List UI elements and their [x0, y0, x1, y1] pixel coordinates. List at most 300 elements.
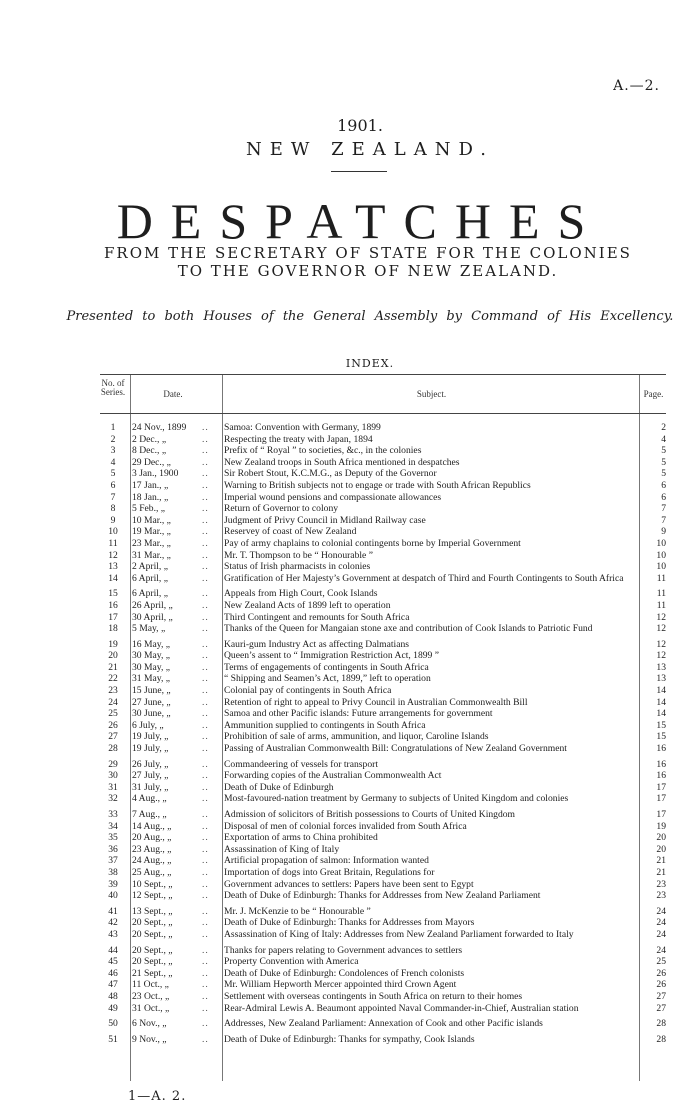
page-number: 13: [656, 661, 666, 673]
leader-dots: ..: [202, 611, 209, 623]
despatch-subject: Imperial wound pensions and compassionate allowances: [224, 491, 442, 503]
despatch-subject: Assassination of King of Italy: Addresses from New Zealand Parliament forwarded to Italy: [224, 928, 574, 940]
leader-dots: ..: [202, 503, 209, 515]
series-number: 50: [108, 1018, 118, 1030]
table-row: [100, 550, 666, 562]
series-number: 34: [108, 820, 118, 832]
page-number: 6: [661, 491, 666, 503]
leader-dots: ..: [202, 855, 209, 867]
leader-dots: ..: [202, 979, 209, 991]
page-number: 10: [656, 549, 666, 561]
despatch-subject: Death of Duke of Edinburgh: Condolences of French colonists: [224, 967, 465, 979]
table-row: [100, 685, 666, 697]
leader-dots: ..: [202, 638, 209, 650]
leader-dots: ..: [202, 708, 209, 720]
table-row: [100, 867, 666, 879]
table-row: [100, 929, 666, 941]
despatch-subject: Death of Duke of Edinburgh: Thanks for sympathy, Cook Islands: [224, 1033, 475, 1045]
series-number: 32: [108, 793, 118, 805]
leader-dots: ..: [202, 878, 209, 890]
despatch-date: 27 July, „: [132, 770, 169, 782]
series-number: 44: [108, 944, 118, 956]
leader-dots: ..: [202, 650, 209, 662]
series-number: 19: [108, 638, 118, 650]
despatch-date: 10 Mar., „: [132, 514, 171, 526]
table-row: [100, 809, 666, 821]
despatch-subject: “ Shipping and Seamen’s Act, 1899,” left to operation: [224, 673, 431, 685]
table-row: [100, 1003, 666, 1015]
leader-dots: ..: [202, 588, 209, 600]
leader-dots: ..: [202, 781, 209, 793]
table-row: [100, 526, 666, 538]
table-row: [100, 697, 666, 709]
table-row: [100, 639, 666, 651]
page-number: 7: [661, 503, 666, 515]
series-number: 48: [108, 990, 118, 1002]
despatch-subject: Property Convention with America: [224, 956, 359, 968]
table-row: [100, 561, 666, 573]
despatch-date: 27 June, „: [132, 696, 171, 708]
despatch-subject: New Zealand Acts of 1899 left to operation: [224, 599, 391, 611]
despatch-subject: Appeals from High Court, Cook Islands: [224, 588, 378, 600]
table-row: [100, 793, 666, 805]
series-number: 33: [108, 809, 118, 820]
despatch-date: 5 May, „: [132, 623, 166, 635]
series-number: 16: [108, 599, 118, 611]
despatch-subject: Government advances to settlers: Papers have been sent to Egypt: [224, 878, 474, 890]
page-number: 5: [661, 468, 666, 480]
page-number: 19: [656, 820, 666, 832]
despatch-subject: Prohibition of sale of arms, ammunition, and liquor, Caroline Islands: [224, 731, 489, 743]
series-number: 7: [110, 491, 116, 503]
table-row: [100, 832, 666, 844]
despatch-date: 20 Sept., „: [132, 917, 173, 929]
leader-dots: ..: [202, 905, 209, 917]
leader-dots: ..: [202, 514, 209, 526]
leader-dots: ..: [202, 537, 209, 549]
table-row: [100, 434, 666, 446]
page-number: 16: [656, 758, 666, 770]
series-number: 27: [108, 731, 118, 743]
leader-dots: ..: [202, 990, 209, 1002]
despatch-subject: Colonial pay of contingents in South Africa: [224, 685, 392, 697]
page-number: 23: [656, 878, 666, 890]
series-number: 24: [108, 696, 118, 708]
series-number: 46: [108, 967, 118, 979]
despatch-date: 3 Jan., 1900: [132, 468, 179, 480]
despatch-date: 26 July, „: [132, 758, 169, 770]
page-number: 14: [656, 708, 666, 720]
series-number: 10: [108, 526, 118, 538]
series-number: 8: [110, 503, 116, 515]
despatch-date: 31 July, „: [132, 781, 169, 793]
table-row: [100, 573, 666, 585]
series-number: 4: [110, 456, 116, 468]
despatch-date: 20 Sept., „: [132, 956, 173, 968]
page-title: DESPATCHES: [116, 193, 604, 249]
table-row: [100, 879, 666, 891]
page-number: 15: [656, 719, 666, 731]
series-number: 5: [110, 468, 116, 480]
leader-dots: ..: [202, 445, 209, 457]
page-number: 27: [656, 990, 666, 1002]
despatch-subject: Samoa and other Pacific islands: Future arrangements for government: [224, 708, 493, 720]
page-number: 23: [656, 890, 666, 902]
despatch-subject: Third Contingent and remounts for South Africa: [224, 611, 410, 623]
page-number: 13: [656, 673, 666, 685]
table-row: [100, 821, 666, 833]
page-number: 12: [656, 650, 666, 662]
series-number: 35: [108, 832, 118, 844]
leader-dots: ..: [202, 549, 209, 561]
despatch-date: 26 April, „: [132, 599, 173, 611]
series-number: 20: [108, 650, 118, 662]
despatch-subject: Commandeering of vessels for transport: [224, 758, 378, 770]
series-number: 13: [108, 561, 118, 573]
series-number: 49: [108, 1002, 118, 1014]
page-number: 5: [661, 445, 666, 457]
index-table: [100, 374, 666, 1045]
despatch-subject: Warning to British subjects not to engage or trade with South African Republics: [224, 479, 531, 491]
page-number: 12: [656, 638, 666, 650]
series-number: 22: [108, 673, 118, 685]
table-row: [100, 673, 666, 685]
despatch-date: 18 Jan., „: [132, 491, 169, 503]
series-number: 21: [108, 661, 118, 673]
table-row: [100, 445, 666, 457]
despatch-date: 4 Aug., „: [132, 793, 167, 805]
leader-dots: ..: [202, 743, 209, 755]
series-number: 26: [108, 719, 118, 731]
despatch-subject: Judgment of Privy Council in Midland Railway case: [224, 514, 426, 526]
despatch-subject: Terms of engagements of contingents in South Africa: [224, 661, 429, 673]
series-number: 11: [108, 537, 118, 549]
page-number: 12: [656, 611, 666, 623]
despatch-subject: Queen’s assent to “ Immigration Restriction Act, 1899 ”: [224, 650, 440, 662]
despatch-subject: Artificial propagation of salmon: Information wanted: [224, 855, 429, 867]
leader-dots: ..: [202, 758, 209, 770]
despatch-subject: Return of Governor to colony: [224, 503, 339, 515]
page-number: 25: [656, 956, 666, 968]
despatch-date: 25 Aug., „: [132, 866, 172, 878]
page-number: 4: [661, 433, 666, 445]
despatch-subject: Status of Irish pharmacists in colonies: [224, 561, 371, 573]
leader-dots: ..: [202, 866, 209, 878]
table-row: [100, 979, 666, 991]
table-row: [100, 457, 666, 469]
table-row: [100, 956, 666, 968]
page-number: 16: [656, 770, 666, 782]
leader-dots: ..: [202, 572, 209, 584]
page-number: 26: [656, 967, 666, 979]
series-number: 23: [108, 685, 118, 697]
despatch-date: 17 Jan., „: [132, 479, 169, 491]
index-heading: INDEX.: [345, 357, 395, 370]
despatch-subject: Mr. T. Thompson to be “ Honourable ”: [224, 549, 373, 561]
despatch-subject: Prefix of “ Royal ” to societies, &c., in the colonies: [224, 445, 422, 457]
despatch-date: 31 May, „: [132, 673, 171, 685]
leader-dots: ..: [202, 468, 209, 480]
series-number: 17: [108, 611, 118, 623]
despatch-subject: Death of Duke of Edinburgh: [224, 781, 334, 793]
table-row: [100, 662, 666, 674]
table-row: [100, 650, 666, 662]
leader-dots: ..: [202, 456, 209, 468]
despatch-date: 23 Aug., „: [132, 843, 172, 855]
table-row: [100, 600, 666, 612]
despatch-date: 11 Oct., „: [132, 979, 169, 991]
table-row: [100, 844, 666, 856]
despatch-date: 30 May, „: [132, 650, 171, 662]
series-number: 43: [108, 928, 118, 940]
despatch-subject: Samoa: Convention with Germany, 1899: [224, 422, 381, 433]
page-number: 6: [661, 479, 666, 491]
leader-dots: ..: [202, 526, 209, 538]
despatch-subject: Rear-Admiral Lewis A. Beaumont appointed Naval Commander-in-Chief, Australian station: [224, 1002, 579, 1014]
series-number: 14: [108, 572, 118, 584]
leader-dots: ..: [202, 696, 209, 708]
despatch-subject: Assassination of King of Italy: [224, 843, 340, 855]
despatch-date: 13 Sept., „: [132, 905, 173, 917]
page-number: 24: [656, 905, 666, 917]
series-number: 18: [108, 623, 118, 635]
leader-dots: ..: [202, 967, 209, 979]
despatch-date: 6 July, „: [132, 719, 164, 731]
despatch-date: 2 Dec., „: [132, 433, 167, 445]
despatch-date: 30 April, „: [132, 611, 173, 623]
presented-line: Presented to both Houses of the General Assembly by Command of His Excellency.: [66, 309, 674, 324]
leader-dots: ..: [202, 843, 209, 855]
page-number: 10: [656, 561, 666, 573]
table-row: [100, 906, 666, 918]
despatch-subject: Kauri-gum Industry Act as affecting Dalmatians: [224, 638, 409, 650]
despatch-date: 15 June, „: [132, 685, 171, 697]
series-number: 9: [110, 514, 116, 526]
leader-dots: ..: [202, 599, 209, 611]
series-number: 47: [108, 979, 118, 991]
page-number: 2: [661, 422, 666, 433]
despatch-subject: Reservey of coast of New Zealand: [224, 526, 357, 538]
series-number: 3: [110, 445, 116, 457]
leader-dots: ..: [202, 1033, 209, 1045]
despatch-date: 20 Aug., „: [132, 832, 172, 844]
despatch-subject: Sir Robert Stout, K.C.M.G., as Deputy of the Governor: [224, 468, 437, 480]
page-number: 11: [656, 599, 666, 611]
despatch-subject: Gratification of Her Majesty’s Government at despatch of Third and Fourth Contingents to South Africa: [224, 572, 624, 584]
leader-dots: ..: [202, 809, 209, 820]
table-row: [100, 612, 666, 624]
leader-dots: ..: [202, 928, 209, 940]
page-number: 24: [656, 944, 666, 956]
page-number: 15: [656, 731, 666, 743]
column-header-subject: Subject.: [416, 389, 447, 399]
leader-dots: ..: [202, 1018, 209, 1030]
series-number: 1: [110, 422, 116, 433]
page-number: 10: [656, 537, 666, 549]
despatch-date: 29 Dec., „: [132, 456, 171, 468]
page-number: 11: [656, 572, 666, 584]
despatch-date: 9 Nov., „: [132, 1033, 167, 1045]
page-number: 24: [656, 917, 666, 929]
series-number: 37: [108, 855, 118, 867]
leader-dots: ..: [202, 673, 209, 685]
leader-dots: ..: [202, 956, 209, 968]
country-heading: NEW ZEALAND.: [246, 139, 494, 160]
page-number: 24: [656, 928, 666, 940]
document-reference: A.—2.: [613, 78, 660, 94]
despatch-date: 30 June, „: [132, 708, 171, 720]
despatch-subject: Retention of right to appeal to Privy Council in Australian Commonwealth Bill: [224, 696, 528, 708]
leader-dots: ..: [202, 890, 209, 902]
despatch-subject: Respecting the treaty with Japan, 1894: [224, 433, 373, 445]
table-row: [100, 480, 666, 492]
page-number: 26: [656, 979, 666, 991]
series-number: 2: [110, 433, 116, 445]
leader-dots: ..: [202, 561, 209, 573]
table-row: [100, 492, 666, 504]
table-row: [100, 890, 666, 902]
leader-dots: ..: [202, 479, 209, 491]
page-number: 17: [656, 781, 666, 793]
series-number: 42: [108, 917, 118, 929]
table-row: [100, 538, 666, 550]
leader-dots: ..: [202, 917, 209, 929]
table-row: [100, 623, 666, 635]
page-number: 12: [656, 623, 666, 635]
table-row: [100, 782, 666, 794]
leader-dots: ..: [202, 623, 209, 635]
despatch-date: 30 May, „: [132, 661, 171, 673]
despatch-subject: Thanks for papers relating to Government advances to settlers: [224, 944, 463, 956]
page-number: 17: [656, 793, 666, 805]
table-row: [100, 1018, 666, 1030]
table-row: [100, 731, 666, 743]
series-number: 40: [108, 890, 118, 902]
despatch-date: 6 Nov., „: [132, 1018, 167, 1030]
leader-dots: ..: [202, 685, 209, 697]
series-number: 41: [108, 905, 118, 917]
leader-dots: ..: [202, 820, 209, 832]
leader-dots: ..: [202, 731, 209, 743]
series-number: 38: [108, 866, 118, 878]
despatch-subject: Mr. J. McKenzie to be “ Honourable ”: [224, 905, 371, 917]
page-number: 16: [656, 743, 666, 755]
page-number: 20: [656, 843, 666, 855]
despatch-subject: Thanks of the Queen for Mangaian stone axe and contribution of Cook Islands to Patriotic Fund: [224, 623, 593, 635]
despatch-date: 10 Sept., „: [132, 878, 173, 890]
despatch-subject: Admission of solicitors of British possessions to Courts of United Kingdom: [224, 809, 516, 820]
despatch-date: 14 Aug., „: [132, 820, 172, 832]
despatch-subject: Death of Duke of Edinburgh: Thanks for Addresses from Mayors: [224, 917, 475, 929]
series-number: 31: [108, 781, 118, 793]
despatch-date: 2 April, „: [132, 561, 168, 573]
despatch-date: 23 Oct., „: [132, 990, 170, 1002]
series-number: 15: [108, 588, 118, 600]
despatch-date: 20 Sept., „: [132, 928, 173, 940]
page-number: 20: [656, 832, 666, 844]
despatch-subject: New Zealand troops in South Africa mentioned in despatches: [224, 456, 460, 468]
series-number: 45: [108, 956, 118, 968]
table-body: [100, 414, 666, 1045]
leader-dots: ..: [202, 661, 209, 673]
leader-dots: ..: [202, 832, 209, 844]
page-number: 11: [656, 588, 666, 600]
leader-dots: ..: [202, 944, 209, 956]
table-row: [100, 855, 666, 867]
page-number: 9: [661, 526, 666, 538]
despatch-date: 8 Dec., „: [132, 445, 167, 457]
despatch-date: 20 Sept., „: [132, 944, 173, 956]
leader-dots: ..: [202, 1002, 209, 1014]
page-number: 28: [656, 1033, 666, 1045]
footer-reference: 1—A. 2.: [128, 1089, 187, 1104]
leader-dots: ..: [202, 433, 209, 445]
leader-dots: ..: [202, 422, 209, 433]
series-number: 36: [108, 843, 118, 855]
despatch-subject: Ammunition supplied to contingents in South Africa: [224, 719, 426, 731]
series-number: 39: [108, 878, 118, 890]
page-number: 14: [656, 685, 666, 697]
despatch-date: 7 Aug., „: [132, 809, 167, 820]
column-header-date: Date.: [163, 389, 183, 399]
table-row: [100, 743, 666, 755]
despatch-subject: Death of Duke of Edinburgh: Thanks for Addresses from New Zealand Parliament: [224, 890, 541, 902]
despatch-subject: Settlement with overseas contingents in South Africa on return to their homes: [224, 990, 523, 1002]
despatch-subject: Most-favoured-nation treatment by Germany to subjects of United Kingdom and colonies: [224, 793, 569, 805]
series-number: 30: [108, 770, 118, 782]
table-row: [100, 720, 666, 732]
despatch-date: 24 Aug., „: [132, 855, 172, 867]
table-row: [100, 759, 666, 771]
series-number: 29: [108, 758, 118, 770]
despatch-subject: Forwarding copies of the Australian Commonwealth Act: [224, 770, 442, 782]
leader-dots: ..: [202, 491, 209, 503]
table-row: [100, 770, 666, 782]
series-number: 25: [108, 708, 118, 720]
despatch-subject: Disposal of men of colonial forces invalided from South Africa: [224, 820, 467, 832]
table-row: [100, 468, 666, 480]
despatch-date: 19 July, „: [132, 743, 169, 755]
divider: [331, 171, 387, 172]
despatch-subject: Importation of dogs into Great Britain, Regulations for: [224, 866, 435, 878]
despatch-date: 5 Feb., „: [132, 503, 166, 515]
table-header: [100, 374, 666, 414]
column-header-page: Page.: [643, 389, 664, 399]
table-row: [100, 991, 666, 1003]
leader-dots: ..: [202, 770, 209, 782]
despatch-subject: Pay of army chaplains to colonial contingents borne by Imperial Government: [224, 537, 521, 549]
page-number: 17: [656, 809, 666, 820]
despatch-date: 24 Nov., 1899: [132, 422, 187, 433]
despatch-date: 19 Mar., „: [132, 526, 171, 538]
despatch-date: 21 Sept., „: [132, 967, 173, 979]
despatch-date: 6 April, „: [132, 572, 168, 584]
table-row: [100, 708, 666, 720]
despatch-date: 6 April, „: [132, 588, 168, 600]
page-number: 14: [656, 696, 666, 708]
subtitle: FROM THE SECRETARY OF STATE FOR THE COLONIES TO THE GOVERNOR OF NEW ZEALAND.: [104, 244, 632, 280]
table-row: [100, 917, 666, 929]
series-number: 12: [108, 549, 118, 561]
page-number: 28: [656, 1018, 666, 1030]
despatch-date: 23 Mar., „: [132, 537, 171, 549]
year: 1901.: [337, 116, 383, 135]
table-row: [100, 1034, 666, 1046]
table-row: [100, 968, 666, 980]
despatch-date: 16 May, „: [132, 638, 171, 650]
table-row: [100, 422, 666, 434]
page-number: 27: [656, 1002, 666, 1014]
